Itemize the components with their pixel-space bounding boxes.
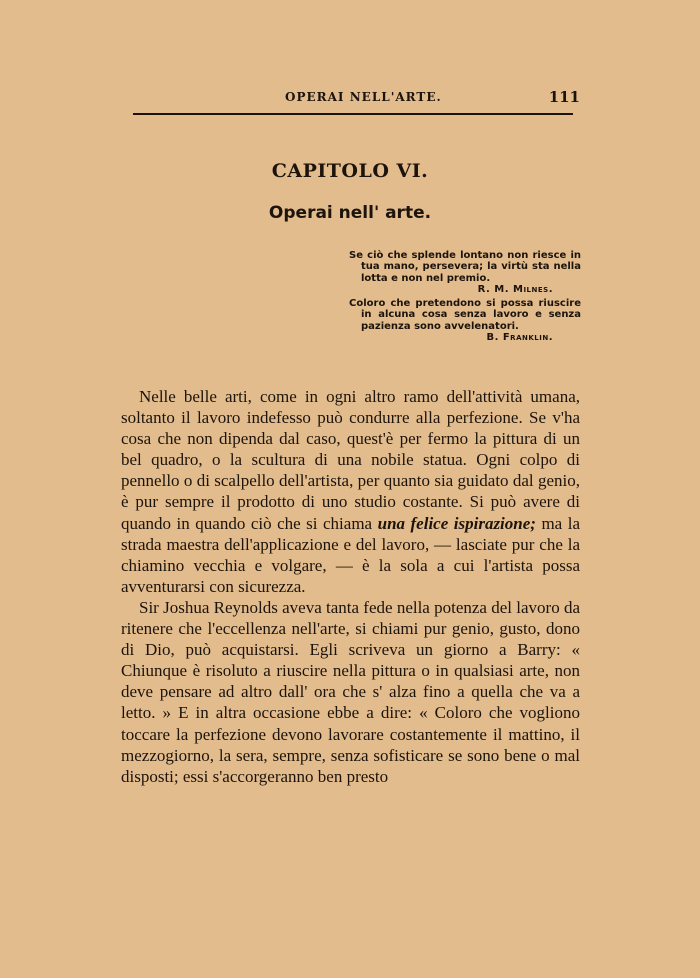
epigraph-author: B. Franklin. xyxy=(486,331,553,343)
header-rule xyxy=(133,113,573,115)
chapter-number: CAPITOLO VI. xyxy=(271,160,429,182)
epigraph-franklin xyxy=(349,298,581,343)
running-title: OPERAI NELL'ARTE. xyxy=(285,90,442,104)
page-number: 111 xyxy=(548,88,580,106)
emphasis-text: una felice ispirazione; xyxy=(377,513,536,533)
running-head xyxy=(120,88,580,108)
paragraph-text: Nelle belle arti, come in ogni altro ramo dell'attività umana, soltanto il lavoro indefesso può condurre alla perfezione. Se v'ha cosa che non dipenda dal caso, quest'è per fermo la pittura di un bel quadro, o la scultura di una nobile statua. Ogni colpo di pennello o di scalpello dell'artista, per quanto sia guidato dal genio, è pur sempre il prodotto di uno studio costante. Si può avere di quando in quando ciò che si chiama xyxy=(121,387,580,533)
paragraph: Sir Joshua Reynolds aveva tanta fede nella potenza del lavoro da ritenere che l'eccellenza nell'arte, si chiami pur genio, gusto, dono di Dio, può acquistarsi. Egli scriveva un giorno a Barry: « Chiunque è risoluto a riuscire nella pittura o in qualsiasi arte, non deve pensare ad altro dall' ora che s' alza fino a quella che va a letto. » E in altra occasione ebbe a dire: « Coloro che vogliono toccare la perfezione devono lavorare costantemente il mattino, il mezzogiorno, la sera, sempre, senza sofisticare se sono bene o mal disposti; essi s'accorgeranno ben presto xyxy=(121,597,580,786)
epigraph-text: Coloro che pretendono si possa riuscire in alcuna cosa senza lavoro e senza pazienza sono avvelenatori. xyxy=(349,298,581,332)
epigraph-author: R. M. Milnes. xyxy=(477,283,553,295)
epigraph-milnes xyxy=(349,250,581,295)
epigraph-text: Se ciò che splende lontano non riesce in tua mano, persevera; la virtù sta nella lotta e non nel premio. xyxy=(349,250,581,284)
paragraph xyxy=(121,386,580,597)
chapter-title: Operai nell' arte. xyxy=(268,203,432,223)
body-text xyxy=(121,386,580,787)
paragraph-text: ma la strada maestra dell'applicazione e del lavoro, — lasciate pur che la chiamino vecchia e volgare, — è la sola a cui l'artista possa avventurarsi con sicurezza. xyxy=(121,513,580,596)
